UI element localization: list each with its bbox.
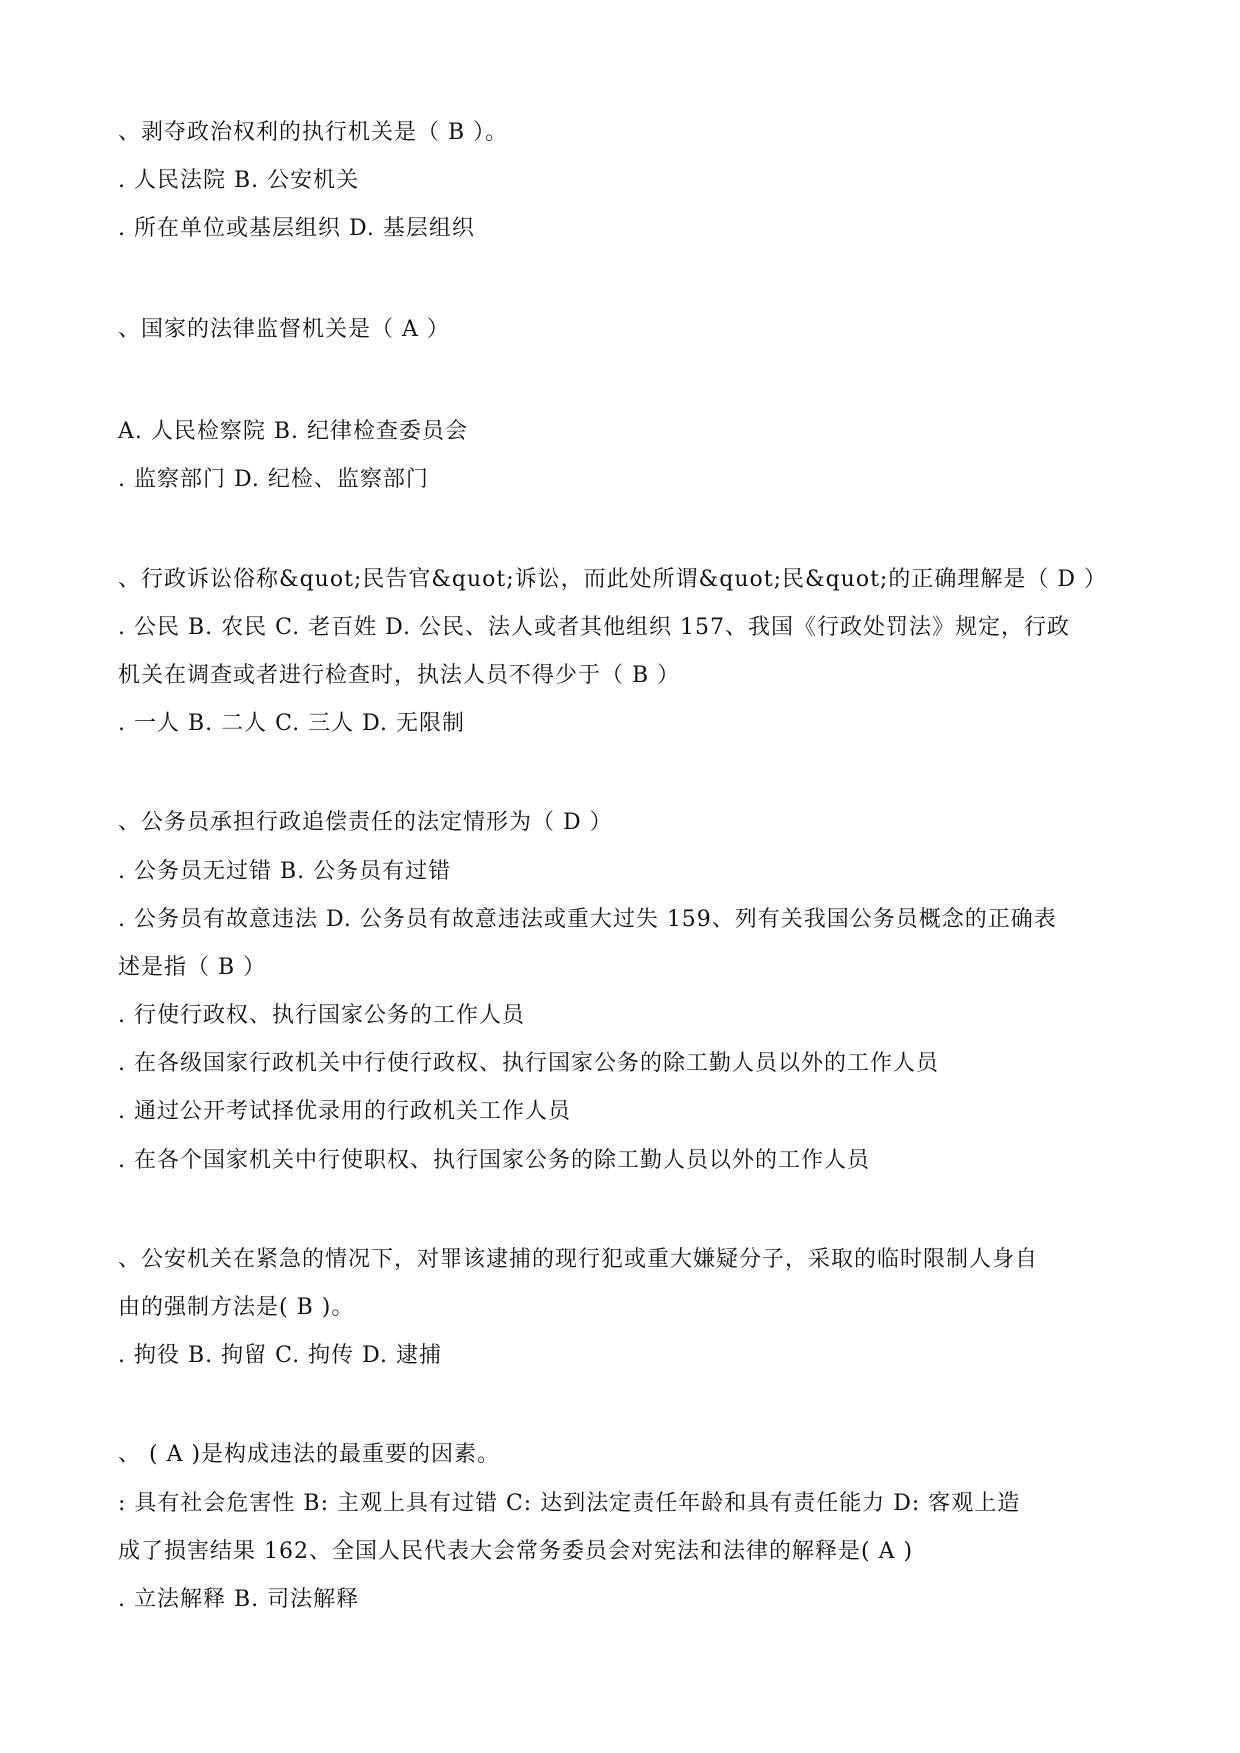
option-line: . 在各级国家行政机关中行使行政权、执行国家公务的除工勤人员以外的工作人员 [118,1051,939,1076]
question-line: 、 ( A )是构成违法的最重要的因素。 [118,1442,501,1467]
option-line: . 行使行政权、执行国家公务的工作人员 [118,1003,525,1028]
question-line: 、国家的法律监督机关是（ A ） [118,317,450,342]
option-line: . 人民法院 B. 公安机关 [118,168,360,193]
question-line: 述是指（ B ） [118,955,267,980]
option-line: . 一人 B. 二人 C. 三人 D. 无限制 [118,711,465,736]
question-line: 成了损害结果 162、全国人民代表大会常务委员会对宪法和法律的解释是( A ) [118,1539,914,1564]
option-line: A. 人民检察院 B. 纪律检查委员会 [118,419,469,444]
option-line: . 拘役 B. 拘留 C. 拘传 D. 逮捕 [118,1343,442,1368]
option-line: . 公民 B. 农民 C. 老百姓 D. 公民、法人或者其他组织 157、我国《行政处罚法》规定，行政 [118,615,1070,640]
question-line: 、行政诉讼俗称&quot;民告官&quot;诉讼，而此处所谓&quot;民&quot;的正确理解是（ D ） [118,567,1107,592]
option-line: . 公务员有故意违法 D. 公务员有故意违法或重大过失 159、列有关我国公务员概念的正确表 [118,907,1057,932]
question-line: 由的强制方法是( B )。 [118,1295,355,1320]
option-line: : 具有社会危害性 B: 主观上具有过错 C: 达到法定责任年龄和具有责任能力 D: 客观上造 [118,1491,1021,1516]
option-line: . 公务员无过错 B. 公务员有过错 [118,859,452,884]
question-line: 机关在调查或者进行检查时，执法人员不得少于（ B ） [118,663,681,688]
option-line: . 监察部门 D. 纪检、监察部门 [118,467,429,492]
option-line: . 所在单位或基层组织 D. 基层组织 [118,216,475,241]
option-line: . 通过公开考试择优录用的行政机关工作人员 [118,1099,571,1124]
question-line: 、公务员承担行政追偿责任的法定情形为（ D ） [118,810,613,835]
question-line: 、公安机关在紧急的情况下，对罪该逮捕的现行犯或重大嫌疑分子，采取的临时限制人身自 [118,1247,1039,1272]
option-line: . 立法解释 B. 司法解释 [118,1587,360,1612]
question-line: 、剥夺政治权利的执行机关是（ B ）。 [118,120,509,145]
option-line: . 在各个国家机关中行使职权、执行国家公务的除工勤人员以外的工作人员 [118,1148,870,1173]
